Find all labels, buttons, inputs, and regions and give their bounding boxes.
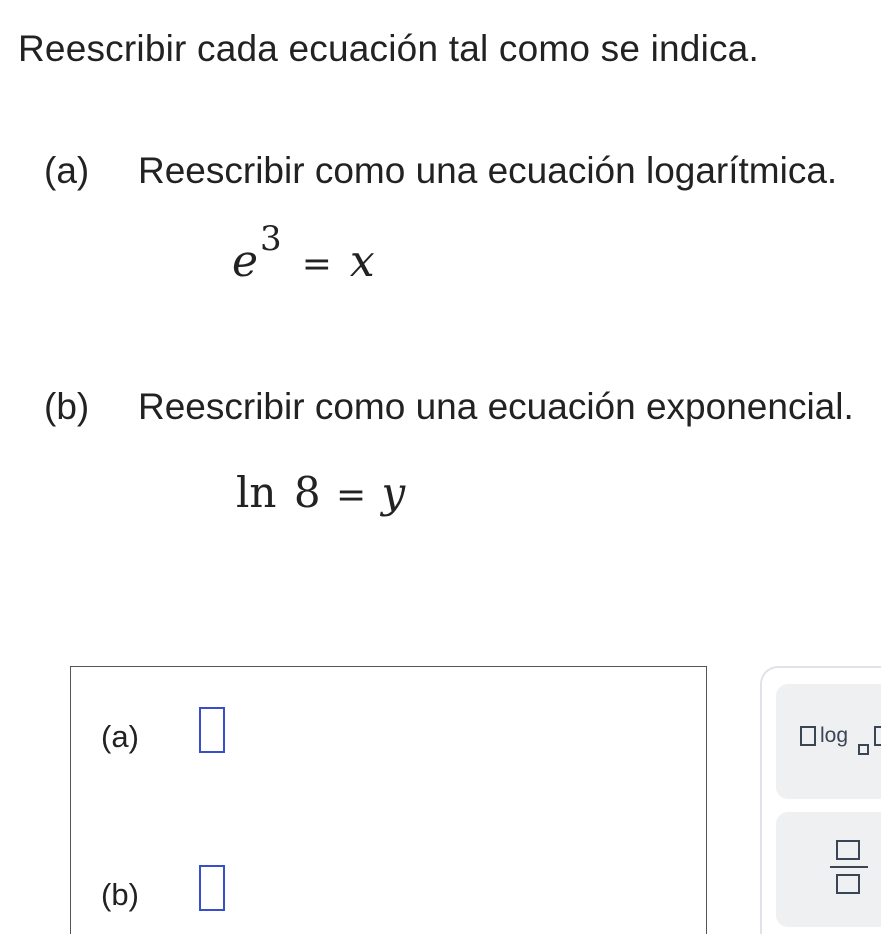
answer-b-input[interactable] [199, 865, 225, 911]
instruction-text: Reescribir cada ecuación tal como se indica. [18, 28, 759, 69]
equation-b-arg: 8 [293, 468, 321, 517]
fraction-bar-icon [830, 866, 868, 868]
equation-b-equals: = [335, 475, 367, 516]
answer-b-label: (b) [101, 877, 139, 912]
answer-a-label: (a) [101, 719, 139, 754]
answer-a-input[interactable] [199, 707, 225, 753]
log-base-square-icon [858, 744, 869, 755]
answer-panel [70, 666, 707, 934]
log-arg-square-icon [874, 726, 881, 746]
equation-a-equals: = [301, 244, 332, 285]
equation-b-rhs: y [381, 468, 406, 517]
part-a-text: Reescribir como una ecuación logarítmica. [138, 150, 838, 191]
fraction-numerator-square-icon [836, 840, 860, 860]
log-button-text: log [820, 724, 849, 747]
math-toolbar [760, 666, 881, 934]
equation-b [236, 468, 405, 517]
part-b-text: Reescribir como una ecuación exponencial. [138, 386, 854, 427]
equation-a [232, 219, 375, 287]
part-a-label: (a) [44, 150, 90, 191]
log-button[interactable] [776, 684, 881, 799]
log-input-square-icon [800, 726, 816, 746]
part-b-label: (b) [44, 386, 90, 427]
equation-b-func: ln [236, 468, 277, 517]
equation-a-rhs: x [349, 236, 375, 287]
fraction-denominator-square-icon [836, 874, 860, 894]
equation-a-base: e [232, 236, 259, 287]
fraction-button[interactable] [776, 812, 881, 927]
equation-a-exponent: 3 [260, 219, 282, 259]
